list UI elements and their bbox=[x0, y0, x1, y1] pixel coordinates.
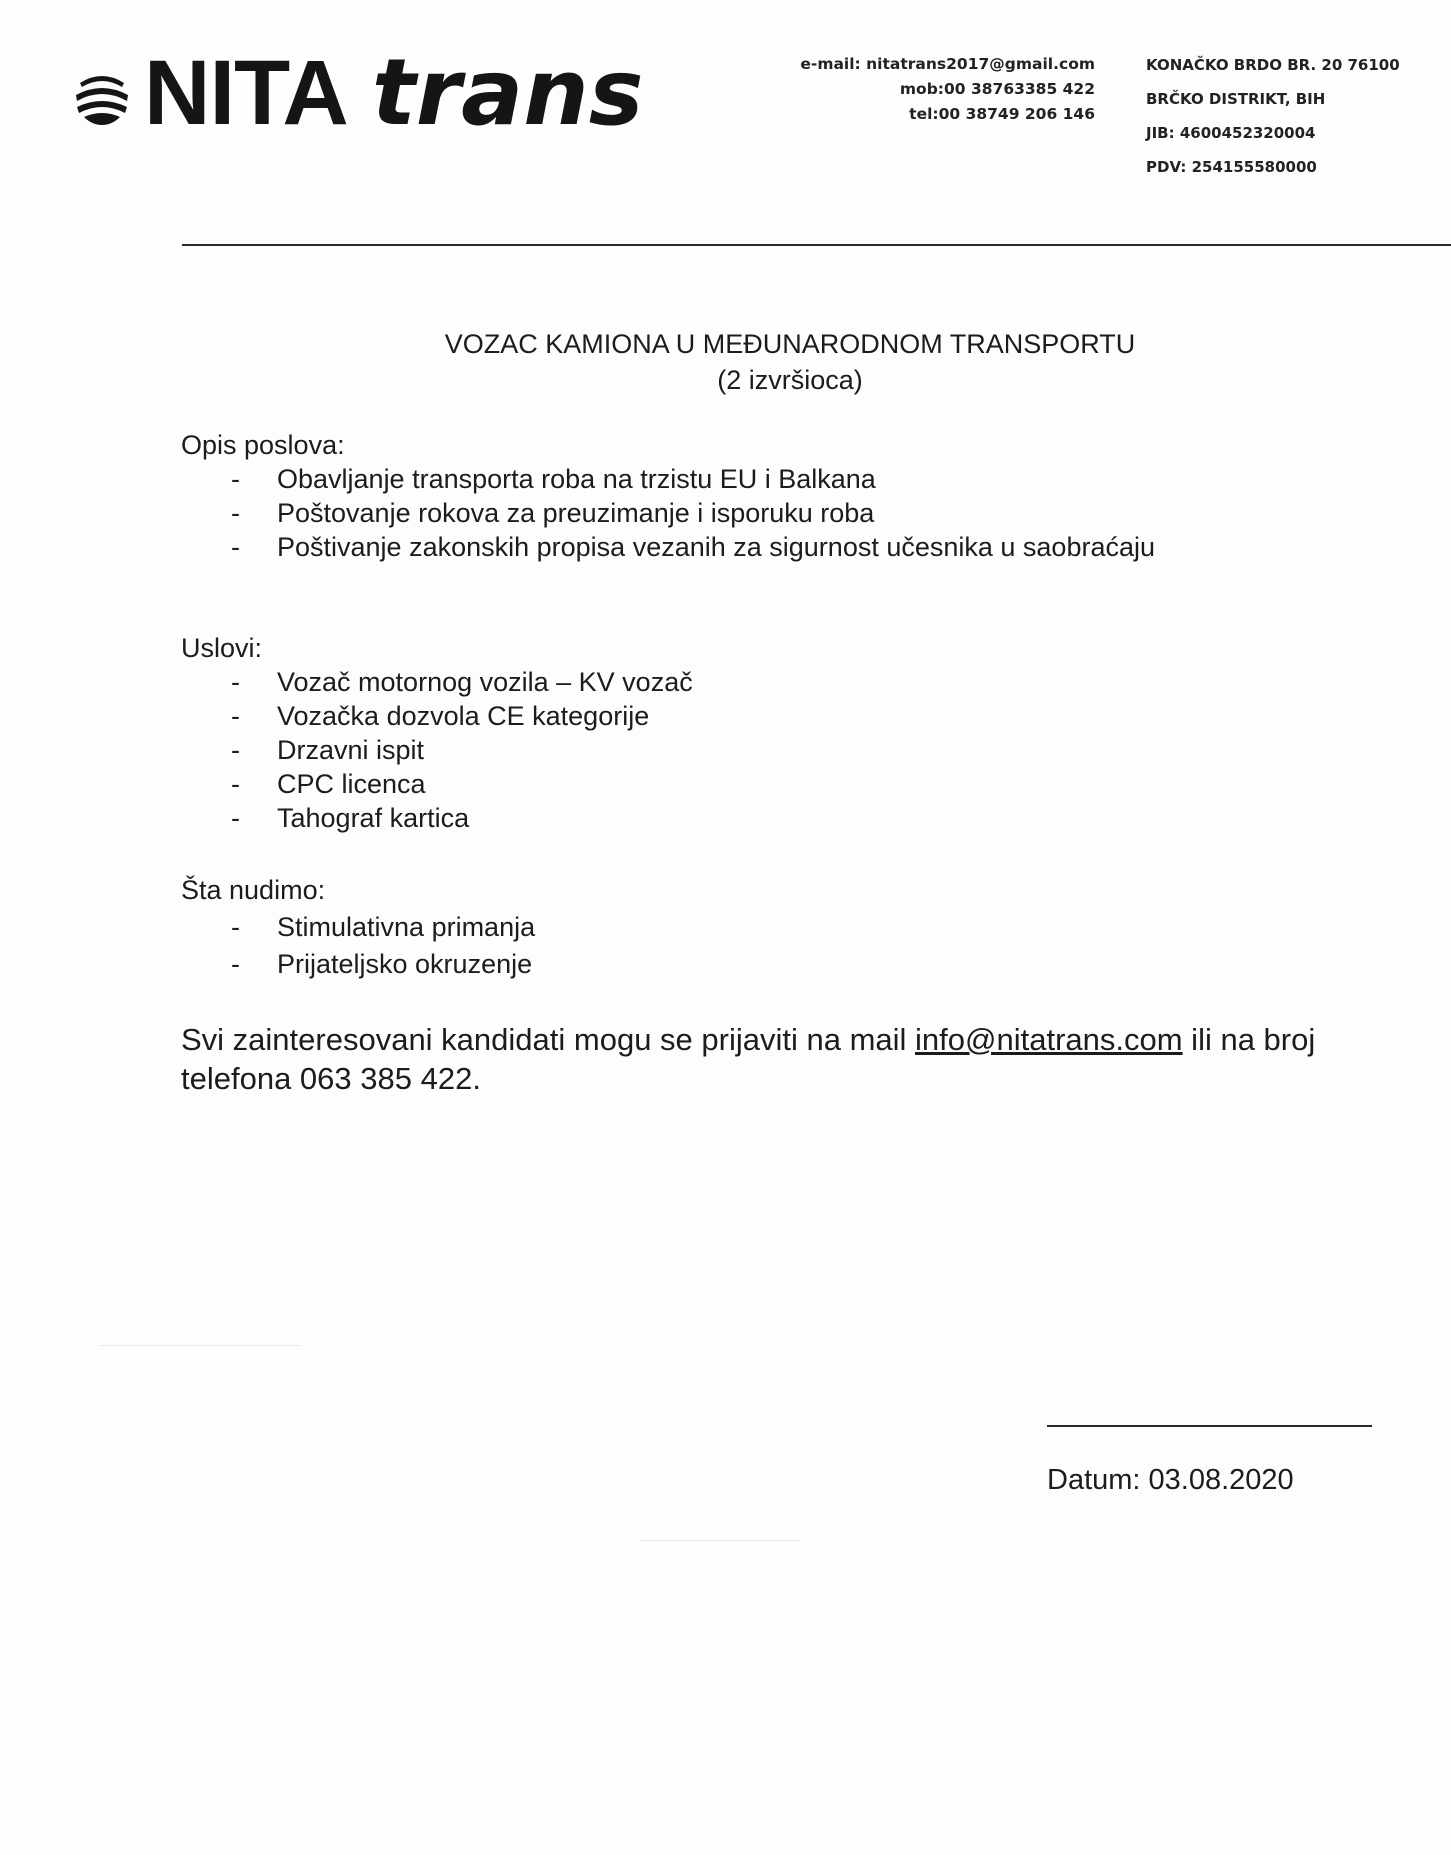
application-instructions bbox=[181, 1020, 1381, 1098]
list-item: - Vozačka dozvola CE kategorije bbox=[231, 701, 650, 731]
list-item: - Drzavni ispit bbox=[231, 735, 425, 765]
email-link[interactable]: info@nitatrans.com bbox=[915, 1022, 1183, 1057]
apply-text-before: Svi zainteresovani kandidati mogu se prijaviti na mail bbox=[181, 1022, 916, 1057]
bullet-list bbox=[181, 665, 1361, 835]
scan-artifact bbox=[640, 1540, 800, 1541]
bullet-dash: - bbox=[231, 532, 240, 562]
list-item: - CPC licenca bbox=[231, 769, 426, 799]
list-item: - Prijateljsko okruzenje bbox=[181, 946, 1361, 983]
logo-text-trans: trans bbox=[371, 39, 644, 146]
bullet-dash: - bbox=[231, 949, 240, 979]
bullet-dash: - bbox=[231, 498, 240, 528]
company-logo bbox=[70, 38, 644, 148]
bullet-dash: - bbox=[231, 667, 240, 697]
contact-phone: tel:00 38749 206 146 bbox=[909, 105, 1095, 123]
bullet-dash: - bbox=[231, 735, 240, 765]
job-openings: (2 izvršioca) bbox=[717, 365, 863, 395]
contact-mobile: mob:00 38763385 422 bbox=[899, 80, 1095, 98]
company-info bbox=[1146, 55, 1400, 177]
bullet-dash: - bbox=[231, 769, 240, 799]
bullet-list bbox=[181, 462, 1361, 564]
bullet-dash: - bbox=[231, 464, 240, 494]
document-date: Datum: 03.08.2020 bbox=[1047, 1464, 1294, 1496]
section-benefits bbox=[181, 871, 1361, 983]
signature-line bbox=[1047, 1425, 1372, 1427]
section-heading: Uslovi: bbox=[181, 633, 263, 663]
list-item: - Stimulativna primanja bbox=[181, 909, 1361, 946]
contact-email: e-mail: nitatrans2017@gmail.com bbox=[800, 55, 1095, 73]
header-divider bbox=[182, 244, 1451, 246]
section-heading: Šta nudimo: bbox=[181, 875, 326, 905]
list-item: - Poštivanje zakonskih propisa vezanih za sigurnost učesnika u saobraćaju bbox=[231, 532, 1156, 562]
logo-text-nita: NITA bbox=[144, 42, 348, 144]
section-requirements bbox=[181, 631, 1361, 835]
contact-info bbox=[800, 52, 1095, 127]
list-item: - Obavljanje transporta roba na trzistu EU i Balkana bbox=[231, 464, 876, 494]
bullet-dash: - bbox=[231, 701, 240, 731]
section-heading: Opis poslova: bbox=[181, 430, 345, 460]
list-item: - Tahograf kartica bbox=[231, 803, 470, 833]
bullet-dash: - bbox=[231, 803, 240, 833]
bullet-list bbox=[181, 909, 1361, 983]
apply-text-after: ili na broj telefona 063 385 422. bbox=[181, 1022, 1316, 1096]
section-job-description bbox=[181, 428, 1361, 564]
company-jib: JIB: 4600452320004 bbox=[1146, 124, 1316, 142]
bullet-dash: - bbox=[231, 912, 240, 942]
globe-icon bbox=[70, 65, 134, 129]
company-address-line1: KONAČKO BRDO BR. 20 76100 bbox=[1146, 56, 1400, 74]
job-title: VOZAC KAMIONA U MEĐUNARODNOM TRANSPORTU bbox=[444, 329, 1136, 359]
list-item: - Vozač motornog vozila – KV vozač bbox=[231, 667, 693, 697]
list-item: - Poštovanje rokova za preuzimanje i isporuku roba bbox=[231, 498, 875, 528]
scan-artifact bbox=[100, 1345, 300, 1346]
company-pdv: PDV: 254155580000 bbox=[1146, 158, 1317, 176]
company-address-line2: BRČKO DISTRIKT, BIH bbox=[1146, 90, 1326, 108]
job-title-block bbox=[0, 326, 1451, 398]
